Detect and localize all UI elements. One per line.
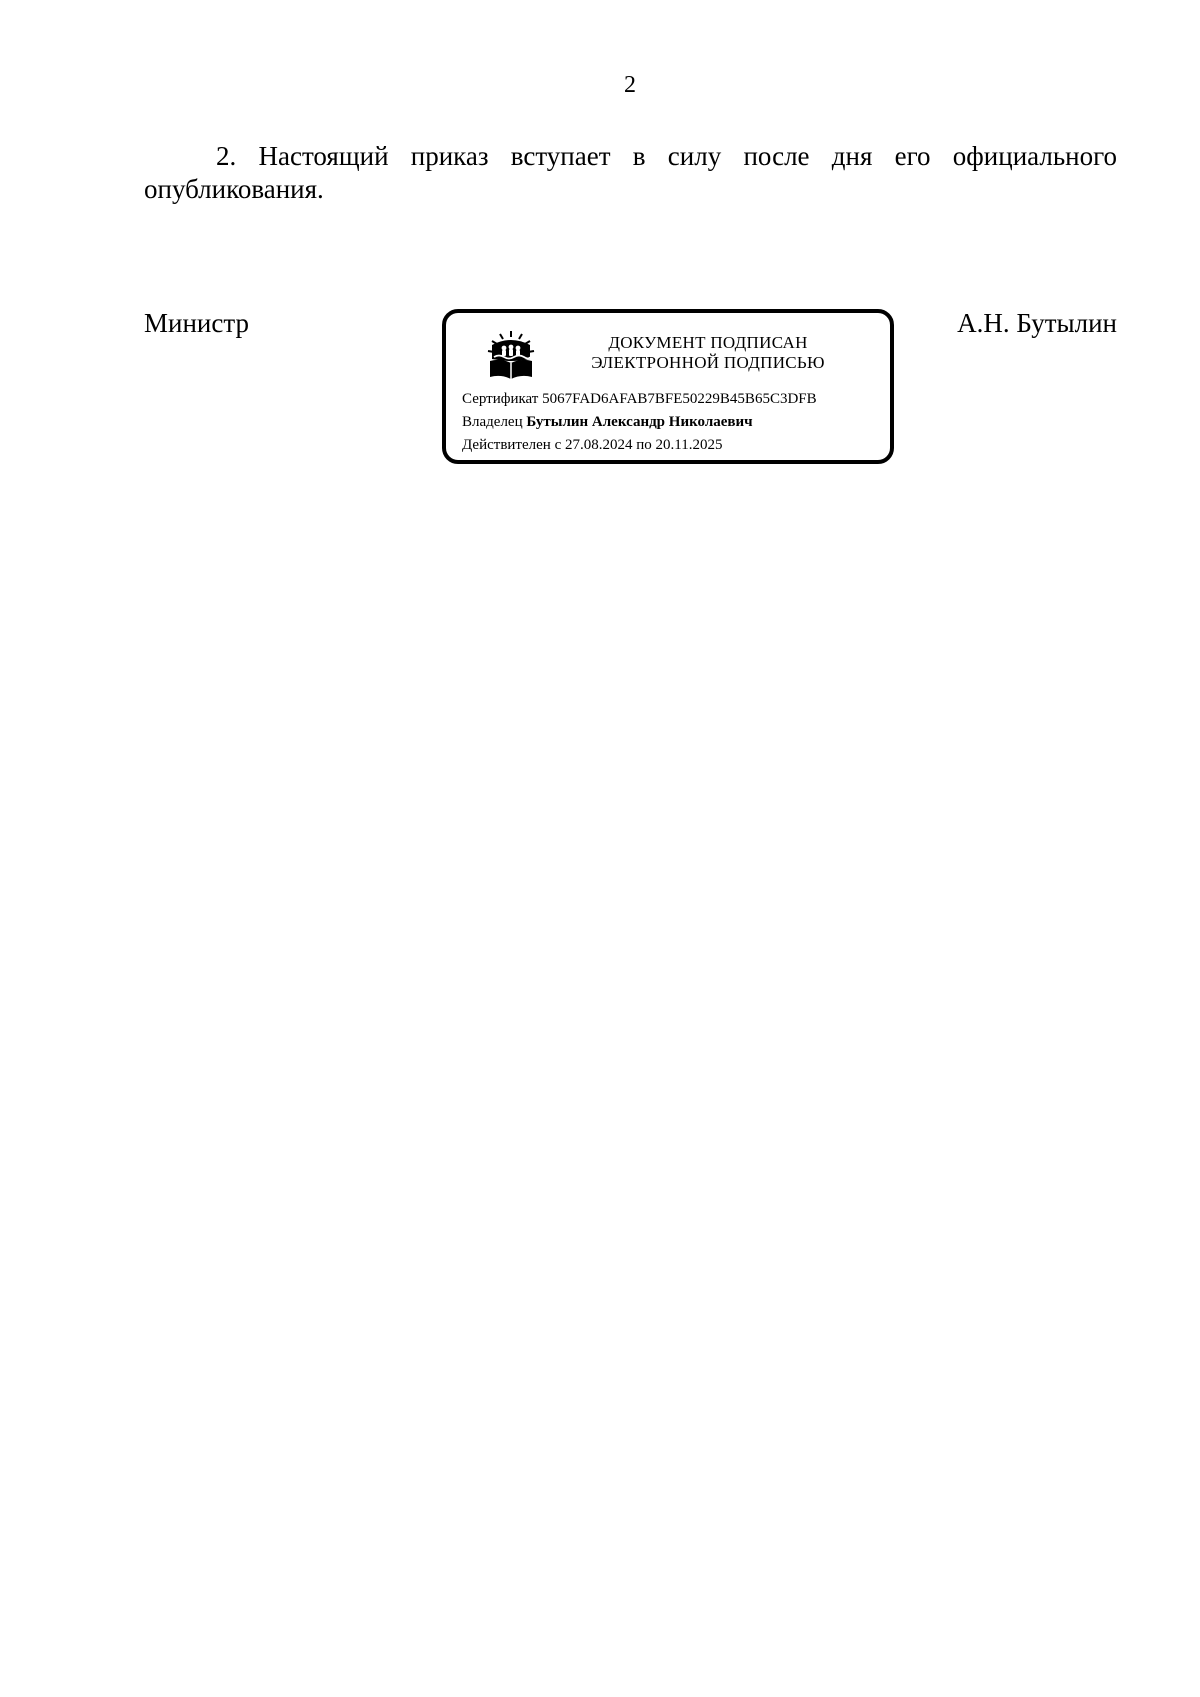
page-number: 2 (624, 72, 636, 98)
certificate-value: 5067FAD6AFAB7BFE50229B45B65C3DFB (542, 391, 817, 407)
paragraph-line-2: опубликования. (144, 174, 324, 204)
stamp-title-line-2: ЭЛЕКТРОННОЙ ПОДПИСЬЮ (591, 353, 825, 372)
valid-from-label: с (554, 437, 562, 453)
stamp-title-line-1: ДОКУМЕНТ ПОДПИСАН (608, 333, 808, 352)
stamp-owner-row (462, 413, 753, 431)
valid-to-label: по (636, 437, 652, 453)
electronic-signature-stamp (442, 309, 894, 464)
valid-label: Действителен (462, 437, 551, 453)
stamp-title (558, 333, 858, 373)
owner-value: Бутылин Александр Николаевич (526, 414, 753, 430)
signer-name: А.Н. Бутылин (957, 308, 1117, 338)
valid-from-date: 27.08.2024 (564, 437, 633, 453)
paragraph-line-1: 2. Настоящий приказ вступает в силу после дня его официального (216, 141, 1117, 171)
order-paragraph (144, 140, 1117, 206)
certificate-label: Сертификат (462, 391, 539, 407)
regional-coat-of-arms-icon (484, 329, 538, 383)
stamp-certificate-row (462, 390, 817, 408)
valid-to-date: 20.11.2025 (655, 437, 723, 453)
owner-label: Владелец (462, 414, 523, 430)
stamp-validity-row (462, 436, 722, 454)
signer-role: Министр (144, 308, 249, 338)
